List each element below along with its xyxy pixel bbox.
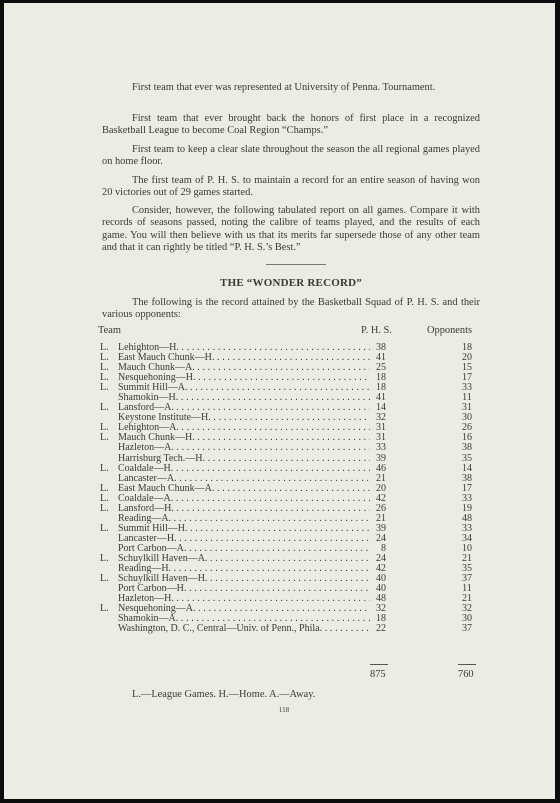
phs-score: 18 <box>370 383 386 393</box>
phs-total: 875 <box>370 669 386 680</box>
phs-score: 24 <box>370 554 386 564</box>
opponent-name: Reading—H. . . . <box>118 564 370 574</box>
table-row <box>100 363 482 373</box>
opponent-name: Hazleton—A. . . . <box>118 443 370 453</box>
record-intro: The following is the record attained by the Basketball Squad of P. H. S. and their various opponents: <box>102 297 480 321</box>
table-row <box>100 494 482 504</box>
opponent-score: 16 <box>462 432 472 444</box>
table-row <box>100 594 482 604</box>
opponent-name: Hazleton—H. . . . <box>118 594 370 604</box>
phs-score: 22 <box>370 624 386 634</box>
opponent-score: 33 <box>462 522 472 534</box>
paragraph-coal-region-champs: First team that ever brought back the honors of first place in a recognized Basketball League to become Coal Region “Champs.” <box>102 113 480 137</box>
phs-score: 46 <box>370 464 386 474</box>
phs-score: 32 <box>370 604 386 614</box>
opponent-score: 11 <box>462 583 472 595</box>
opponent-score: 38 <box>462 472 472 484</box>
opponent-name: East Mauch Chunk—H. . . . <box>118 353 370 363</box>
paragraph-clean-slate: First team to keep a clear slate throughout the season the all regional games played on home floor. <box>102 144 480 168</box>
table-row <box>100 373 482 383</box>
league-marker: L. <box>100 492 109 504</box>
record-legend: L.—League Games. H.—Home. A.—Away. <box>132 689 316 700</box>
table-row <box>100 433 482 443</box>
table-row <box>100 554 482 564</box>
league-marker: L. <box>100 522 109 534</box>
opponent-name: Keystone Institute—H. . . . <box>118 413 370 423</box>
opponent-score: 20 <box>462 352 472 364</box>
phs-score: 24 <box>370 534 386 544</box>
opponent-name: Port Carbon—H. . . . <box>118 584 370 594</box>
league-marker: L. <box>100 372 109 384</box>
paragraph-twenty-victories: The first team of P. H. S. to maintain a record for an entire season of having won 20 victories out of 29 games started. <box>102 175 480 199</box>
league-marker: L. <box>100 603 109 615</box>
phs-score: 25 <box>370 363 386 373</box>
opponent-score: 10 <box>462 542 472 554</box>
opponent-score: 15 <box>462 362 472 374</box>
opponent-score: 14 <box>462 462 472 474</box>
phs-score: 18 <box>370 614 386 624</box>
table-row <box>100 504 482 514</box>
column-header-opponents: Opponents <box>427 325 473 336</box>
league-marker: L. <box>100 462 109 474</box>
opponent-score: 26 <box>462 422 472 434</box>
opponent-score: 34 <box>462 532 472 544</box>
opponent-score: 37 <box>462 623 472 635</box>
opponent-score: 31 <box>462 402 472 414</box>
opponent-name: Coaldale—A. . . . <box>118 494 370 504</box>
league-marker: L. <box>100 502 109 514</box>
table-row <box>100 514 482 524</box>
opponent-name: Lancaster—H. . . . <box>118 534 370 544</box>
opponent-score: 21 <box>462 593 472 605</box>
opponent-score: 30 <box>462 412 472 424</box>
opponent-name: Mauch Chunk—A. . . . <box>118 363 370 373</box>
opponent-score: 48 <box>462 512 472 524</box>
opponent-score: 21 <box>462 552 472 564</box>
table-row <box>100 454 482 464</box>
table-row <box>100 574 482 584</box>
opponent-name: Reading—A. . . . <box>118 514 370 524</box>
paragraph-consider-report: Consider, however, the following tabulated report on all games. Compare it with records of seasons passed, noting the calibre of teams played, and the results of each game. You will then believe with us that its merits far supersede those of any other team and that it can rightly be titled “P. H. S.’s Best.” <box>102 205 480 254</box>
opponent-score: 30 <box>462 613 472 625</box>
table-row <box>100 534 482 544</box>
opponent-score: 35 <box>462 563 472 575</box>
phs-score: 21 <box>370 514 386 524</box>
opponent-name: Harrisburg Tech.—H. . . . <box>118 454 370 464</box>
table-row <box>100 474 482 484</box>
phs-score: 32 <box>370 413 386 423</box>
paragraph-university-tournament: First team that ever was represented at University of Penna. Tournament. <box>132 82 436 93</box>
column-header-phs: P. H. S. <box>361 325 392 336</box>
opponent-name: Lehighton—H. . . . <box>118 343 370 353</box>
phs-score: 38 <box>370 343 386 353</box>
table-row <box>100 624 482 634</box>
phs-score: 40 <box>370 574 386 584</box>
opponent-name: Nesquehoning—A. . . . <box>118 604 370 614</box>
opponent-name: Port Carbon—A. . . . <box>118 544 370 554</box>
opponent-name: Lehighton—A. . . . <box>118 423 370 433</box>
phs-score: 18 <box>370 373 386 383</box>
phs-score: 40 <box>370 584 386 594</box>
opponent-name: Summit Hill—H. . . . <box>118 524 370 534</box>
opponent-score: 37 <box>462 573 472 585</box>
opponent-name: Washington, D. C., Central—Univ. of Penn., Phila. . . . <box>118 624 370 634</box>
league-marker: L. <box>100 362 109 374</box>
table-row <box>100 614 482 624</box>
phs-score: 42 <box>370 494 386 504</box>
league-marker: L. <box>100 382 109 394</box>
table-row <box>100 423 482 433</box>
opponent-score: 33 <box>462 492 472 504</box>
section-divider <box>266 264 326 265</box>
opponents-total-rule <box>458 664 476 665</box>
phs-score: 41 <box>370 393 386 403</box>
game-record-table <box>100 343 482 634</box>
opponent-score: 11 <box>462 392 472 404</box>
page-number: 118 <box>278 706 290 714</box>
opponent-name: Lansford—H. . . . <box>118 504 370 514</box>
table-row <box>100 343 482 353</box>
opponents-total: 760 <box>458 669 474 680</box>
table-row <box>100 443 482 453</box>
opponent-name: Summit Hill—A. . . . <box>118 383 370 393</box>
league-marker: L. <box>100 552 109 564</box>
opponent-name: Schuylkill Haven—A. . . . <box>118 554 370 564</box>
phs-score: 39 <box>370 524 386 534</box>
opponent-name: Lansford—A. . . . <box>118 403 370 413</box>
opponent-name: Shamokin—H. . . . <box>118 393 370 403</box>
phs-score: 39 <box>370 454 386 464</box>
opponent-name: Schuylkill Haven—H. . . . <box>118 574 370 584</box>
opponent-name: Mauch Chunk—H. . . . <box>118 433 370 443</box>
table-row <box>100 524 482 534</box>
phs-score: 8 <box>370 544 386 554</box>
phs-score: 20 <box>370 484 386 494</box>
league-marker: L. <box>100 342 109 353</box>
league-marker: L. <box>100 573 109 585</box>
opponent-score: 17 <box>462 372 472 384</box>
opponent-name: East Mauch Chunk—A. . . . <box>118 484 370 494</box>
table-row <box>100 403 482 413</box>
table-row <box>100 584 482 594</box>
league-marker: L. <box>100 352 109 364</box>
phs-score: 26 <box>370 504 386 514</box>
phs-score: 31 <box>370 423 386 433</box>
phs-score: 14 <box>370 403 386 413</box>
phs-total-rule <box>370 664 388 665</box>
table-row <box>100 383 482 393</box>
opponent-name: Coaldale—H. . . . <box>118 464 370 474</box>
opponent-score: 18 <box>462 342 472 353</box>
opponent-score: 32 <box>462 603 472 615</box>
phs-score: 21 <box>370 474 386 484</box>
wonder-record-heading: THE “WONDER RECORD” <box>220 277 362 289</box>
phs-score: 48 <box>370 594 386 604</box>
table-row <box>100 544 482 554</box>
league-marker: L. <box>100 482 109 494</box>
phs-score: 33 <box>370 443 386 453</box>
league-marker: L. <box>100 402 109 414</box>
table-row <box>100 604 482 614</box>
opponent-score: 38 <box>462 442 472 454</box>
table-row <box>100 564 482 574</box>
opponent-name: Shamokin—A. . . . <box>118 614 370 624</box>
column-header-team: Team <box>98 325 121 336</box>
league-marker: L. <box>100 422 109 434</box>
opponent-score: 17 <box>462 482 472 494</box>
phs-score: 42 <box>370 564 386 574</box>
document-page <box>4 3 555 799</box>
opponent-score: 19 <box>462 502 472 514</box>
table-row <box>100 484 482 494</box>
opponent-score: 35 <box>462 452 472 464</box>
opponent-score: 33 <box>462 382 472 394</box>
opponent-name: Nesquehoning—H. . . . <box>118 373 370 383</box>
table-row <box>100 393 482 403</box>
table-row <box>100 464 482 474</box>
phs-score: 31 <box>370 433 386 443</box>
table-row <box>100 353 482 363</box>
phs-score: 41 <box>370 353 386 363</box>
opponent-name: Lancaster—A. . . . <box>118 474 370 484</box>
table-row <box>100 413 482 423</box>
league-marker: L. <box>100 432 109 444</box>
